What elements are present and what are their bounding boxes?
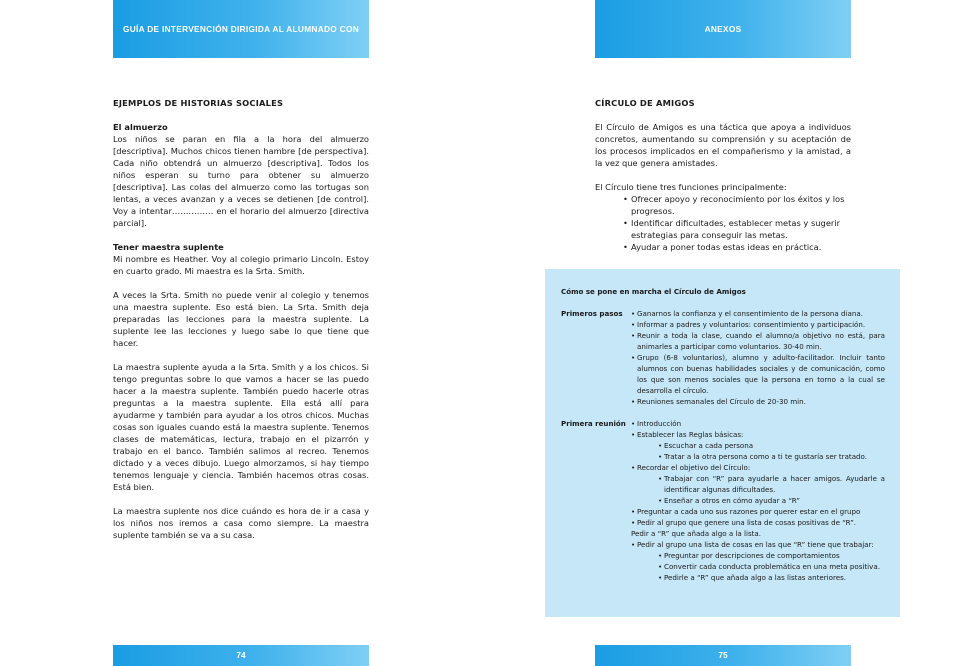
story-title: Tener maestra suplente (113, 242, 224, 252)
list-item: • Pedir al grupo una lista de cosas en las que “R” tiene que trabajar: (631, 539, 885, 550)
story-paragraph: A veces la Srta. Smith no puede venir al colegio y tenemos una maestra suplente. Eso está bien. La Srta. Smith deja preparadas las lecciones para la maestra suplente. La suplente lee las lecciones y luego sabe lo que tiene que hacer. (113, 290, 369, 348)
functions-intro: El Círculo tiene tres funciones principalmente: (595, 182, 787, 192)
primeros-pasos-section (561, 308, 885, 407)
info-box (545, 269, 900, 617)
story-paragraph: Los niños se paran en fila a la hora del almuerzo [descriptiva]. Muchos chicos tienen hambre [de perspectiva]. Cada niño obtendrá un almuerzo [descriptiva]. Todos los niños esperan su turno para obtener su almuerzo [descriptiva]. Las colas del almuerzo como las tortugas son lentas, a veces avanzan y a veces se detienen [de control]. Voy a intentar…………… en el horario del almuerzo [directiva parcial]. (113, 134, 369, 228)
list-item: • Preguntar a cada uno sus razones por querer estar en el grupo (631, 506, 885, 517)
functions-list (595, 193, 851, 253)
section-title: EJEMPLOS DE HISTORIAS SOCIALES (113, 98, 284, 108)
sub-list-item: • Escuchar a cada persona (658, 440, 885, 451)
box-title: Cómo se pone en marcha el Círculo de Amigos (561, 287, 746, 296)
sub-list-item: • Preguntar por descripciones de comportamientos (658, 550, 885, 561)
sub-list-item: • Trabajar con “R” para ayudarle a hacer amigos. Ayudarle a identificar algunas dificultades. (658, 473, 885, 495)
story-paragraph: Mi nombre es Heather. Voy al colegio primario Lincoln. Estoy en cuarto grado. Mi maestra es la Srta. Smith. (113, 254, 369, 276)
right-running-header: ANEXOS (595, 0, 851, 58)
section-label: Primeros pasos (561, 309, 623, 318)
list-item: • Pedir al grupo que genere una lista de cosas positivas de “R”. (631, 517, 885, 528)
story-paragraph: La maestra suplente ayuda a la Srta. Smith y a los chicos. Si tengo preguntas sobre lo que vamos a hacer se las puedo hacer a la maestra suplente. También puedo hacerle otras preguntas a la maestra suplente. Ella está allí para ayudarme y también para ayudar a los otros chicos. Muchas cosas son iguales cuando está la maestra suplente. Tenemos clases de matemáticas, lectura, trabajo en el pizarrón y trabajo en el banco. También salimos al recreo. Tenemos dictado y a veces dibujo. Luego almorzamos, si hay tiempo tenemos lenguaje y ciencia. También hacemos otras cosas. Está bien. (113, 362, 369, 492)
list-item: • Ofrecer apoyo y reconocimiento por los éxitos y los progresos. (623, 193, 851, 217)
list-item: • Identificar dificultades, establecer metas y sugerir estrategias para conseguir las metas. (623, 217, 851, 241)
intro-paragraph: El Círculo de Amigos es una táctica que apoya a individuos concretos, aumentando su comprensión y su aceptación de los procesos implicados en el compañerismo y la amistad, a la vez que genera amistades. (595, 122, 851, 168)
list-item: • Establecer las Reglas básicas: (631, 429, 885, 440)
list-item: • Ayudar a poner todas estas ideas en práctica. (623, 241, 851, 253)
story-title: El almuerzo (113, 122, 168, 132)
list-item: • Grupo (6-8 voluntarios), alumno y adulto-facilitador. Incluir tanto alumnos con buenas habilidades sociales y de comunicación, como los que son menos sociales que la persona en torno a la cual se desarrolla el círculo. (631, 352, 885, 396)
story-paragraph: La maestra suplente nos dice cuándo es hora de ir a casa y los niños nos iremos a casa como siempre. La maestra suplente también se va a su casa. (113, 506, 369, 540)
list-item: • Reuniones semanales del Círculo de 20-30 min. (631, 396, 885, 407)
sub-list-item: • Enseñar a otros en cómo ayudar a “R” (658, 495, 885, 506)
right-page-number: 75 (595, 645, 851, 666)
sub-list-item: • Pedirle a “R” que añada algo a las listas anteriores. (658, 572, 885, 583)
list-item: • Ganarnos la confianza y el consentimiento de la persona diana. (631, 308, 885, 319)
list-item: • Recordar el objetivo del Círculo: (631, 462, 885, 473)
list-item: • Informar a padres y voluntarios: consentimiento y participación. (631, 319, 885, 330)
list-item: • Introducción (631, 418, 885, 429)
right-page-body (595, 97, 851, 253)
list-item-continuation: Pedir a “R” que añada algo a la lista. (631, 529, 762, 538)
section-title: CÍRCULO DE AMIGOS (595, 98, 695, 108)
left-page-body (113, 97, 369, 541)
left-page-number: 74 (113, 645, 369, 666)
primera-reunion-section (561, 418, 885, 583)
left-running-header: GUÍA DE INTERVENCIÓN DIRIGIDA AL ALUMNADO CON AUTISMO (113, 0, 369, 58)
sub-list-item: • Tratar a la otra persona como a ti te gustaría ser tratado. (658, 451, 885, 462)
sub-list-item: • Convertir cada conducta problemática en una meta positiva. (658, 561, 885, 572)
list-item: • Reunir a toda la clase, cuando el alumno/a objetivo no está, para animarles a participar como voluntarios. 30-40 min. (631, 330, 885, 352)
section-label: Primera reunión (561, 419, 626, 428)
